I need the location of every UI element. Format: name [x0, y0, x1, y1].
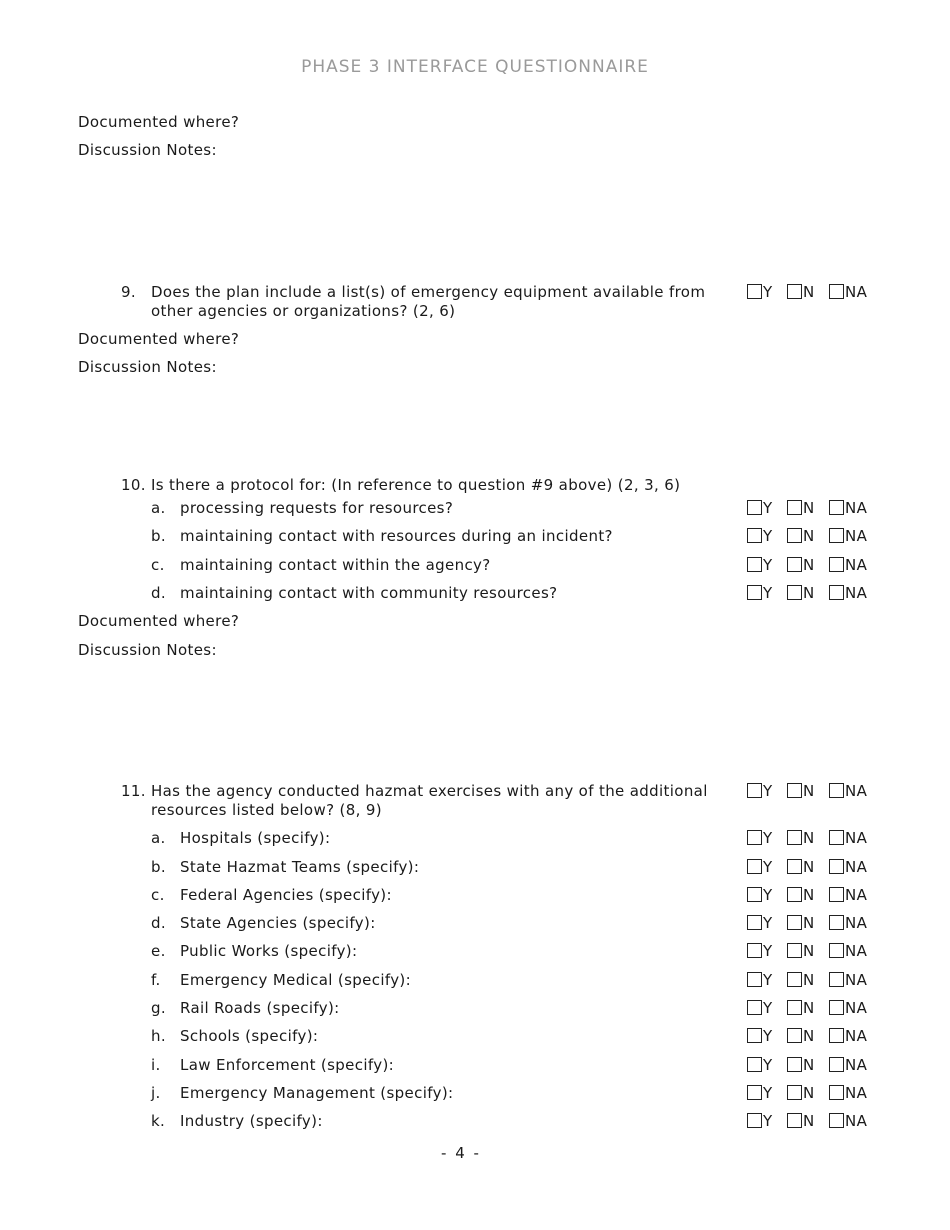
- no-checkbox-label: N: [803, 1056, 815, 1074]
- question-11-item-letter: f.: [151, 971, 161, 989]
- question-11-number: 11.: [121, 782, 146, 800]
- no-checkbox-label: N: [803, 556, 815, 574]
- question-11-item-text: State Hazmat Teams (specify):: [180, 858, 420, 876]
- question-10-item-text: maintaining contact within the agency?: [180, 556, 491, 574]
- no-checkbox[interactable]: [787, 1057, 802, 1072]
- no-checkbox[interactable]: [787, 972, 802, 987]
- yes-checkbox-label: Y: [763, 1027, 773, 1045]
- question-11-item-text: Rail Roads (specify):: [180, 999, 340, 1017]
- question-9-number: 9.: [121, 283, 137, 301]
- question-10-text: Is there a protocol for: (In reference to question #9 above) (2, 3, 6): [151, 476, 681, 494]
- na-checkbox-label: NA: [845, 283, 868, 301]
- yes-checkbox[interactable]: [747, 887, 762, 902]
- question-11-item-letter: d.: [151, 914, 166, 932]
- yes-checkbox-label: Y: [763, 527, 773, 545]
- na-checkbox[interactable]: [829, 1028, 844, 1043]
- na-checkbox-label: NA: [845, 1056, 868, 1074]
- yes-checkbox[interactable]: [747, 972, 762, 987]
- question-10-item-letter: b.: [151, 527, 166, 545]
- no-checkbox-label: N: [803, 1112, 815, 1130]
- page-header-title: PHASE 3 INTERFACE QUESTIONNAIRE: [301, 57, 649, 77]
- yes-checkbox[interactable]: [747, 1085, 762, 1100]
- no-checkbox-label: N: [803, 1027, 815, 1045]
- yes-checkbox-label: Y: [763, 971, 773, 989]
- na-checkbox-label: NA: [845, 829, 868, 847]
- na-checkbox[interactable]: [829, 1113, 844, 1128]
- question-11-item-text: Emergency Medical (specify):: [180, 971, 412, 989]
- yes-checkbox[interactable]: [747, 585, 762, 600]
- yes-checkbox-label: Y: [763, 829, 773, 847]
- na-checkbox-label: NA: [845, 886, 868, 904]
- question-11-item-text: Federal Agencies (specify):: [180, 886, 392, 904]
- no-checkbox[interactable]: [787, 284, 802, 299]
- no-checkbox[interactable]: [787, 500, 802, 515]
- question-11-text-line1: Has the agency conducted hazmat exercises with any of the additional: [151, 782, 708, 800]
- no-checkbox[interactable]: [787, 943, 802, 958]
- yes-checkbox[interactable]: [747, 1028, 762, 1043]
- question-11-item-text: Industry (specify):: [180, 1112, 323, 1130]
- yes-checkbox-label: Y: [763, 1112, 773, 1130]
- yes-checkbox[interactable]: [747, 783, 762, 798]
- question-11-item-letter: c.: [151, 886, 165, 904]
- question-11-item-letter: h.: [151, 1027, 166, 1045]
- na-checkbox[interactable]: [829, 1085, 844, 1100]
- question-11-item-text: Public Works (specify):: [180, 942, 358, 960]
- question-9-text-line2: other agencies or organizations? (2, 6): [151, 302, 456, 320]
- discussion-notes-label: Discussion Notes:: [78, 641, 217, 659]
- no-checkbox[interactable]: [787, 830, 802, 845]
- na-checkbox[interactable]: [829, 830, 844, 845]
- yes-checkbox-label: Y: [763, 584, 773, 602]
- question-11-item-letter: k.: [151, 1112, 166, 1130]
- no-checkbox-label: N: [803, 584, 815, 602]
- no-checkbox-label: N: [803, 886, 815, 904]
- question-11-text-line2: resources listed below? (8, 9): [151, 801, 382, 819]
- question-10-number: 10.: [121, 476, 146, 494]
- no-checkbox[interactable]: [787, 1113, 802, 1128]
- question-11-item-text: Law Enforcement (specify):: [180, 1056, 395, 1074]
- yes-checkbox-label: Y: [763, 858, 773, 876]
- no-checkbox[interactable]: [787, 1085, 802, 1100]
- yes-checkbox-label: Y: [763, 914, 773, 932]
- no-checkbox[interactable]: [787, 783, 802, 798]
- question-9-text-line1: Does the plan include a list(s) of emergency equipment available from: [151, 283, 706, 301]
- yes-checkbox[interactable]: [747, 500, 762, 515]
- na-checkbox-label: NA: [845, 584, 868, 602]
- na-checkbox[interactable]: [829, 943, 844, 958]
- na-checkbox[interactable]: [829, 557, 844, 572]
- question-10-item-letter: c.: [151, 556, 165, 574]
- question-10-item-text: maintaining contact with resources during an incident?: [180, 527, 613, 545]
- na-checkbox[interactable]: [829, 972, 844, 987]
- yes-checkbox-label: Y: [763, 556, 773, 574]
- yes-checkbox-label: Y: [763, 886, 773, 904]
- na-checkbox[interactable]: [829, 1000, 844, 1015]
- na-checkbox[interactable]: [829, 284, 844, 299]
- na-checkbox-label: NA: [845, 499, 868, 517]
- yes-checkbox-label: Y: [763, 1056, 773, 1074]
- no-checkbox[interactable]: [787, 915, 802, 930]
- no-checkbox-label: N: [803, 971, 815, 989]
- yes-checkbox[interactable]: [747, 915, 762, 930]
- na-checkbox-label: NA: [845, 1112, 868, 1130]
- no-checkbox-label: N: [803, 782, 815, 800]
- yes-checkbox[interactable]: [747, 943, 762, 958]
- na-checkbox-label: NA: [845, 914, 868, 932]
- yes-checkbox-label: Y: [763, 942, 773, 960]
- no-checkbox[interactable]: [787, 859, 802, 874]
- na-checkbox[interactable]: [829, 915, 844, 930]
- na-checkbox-label: NA: [845, 556, 868, 574]
- yes-checkbox[interactable]: [747, 1113, 762, 1128]
- question-11-item-letter: e.: [151, 942, 166, 960]
- question-10-item-text: maintaining contact with community resources?: [180, 584, 558, 602]
- na-checkbox[interactable]: [829, 500, 844, 515]
- question-11-item-letter: j.: [151, 1084, 161, 1102]
- no-checkbox-label: N: [803, 999, 815, 1017]
- yes-checkbox[interactable]: [747, 284, 762, 299]
- na-checkbox-label: NA: [845, 971, 868, 989]
- question-11-item-text: State Agencies (specify):: [180, 914, 376, 932]
- yes-checkbox-label: Y: [763, 999, 773, 1017]
- no-checkbox[interactable]: [787, 1000, 802, 1015]
- na-checkbox[interactable]: [829, 859, 844, 874]
- no-checkbox-label: N: [803, 914, 815, 932]
- na-checkbox[interactable]: [829, 887, 844, 902]
- na-checkbox[interactable]: [829, 783, 844, 798]
- no-checkbox-label: N: [803, 1084, 815, 1102]
- yes-checkbox-label: Y: [763, 782, 773, 800]
- question-10-item-letter: d.: [151, 584, 166, 602]
- yes-checkbox[interactable]: [747, 859, 762, 874]
- no-checkbox[interactable]: [787, 887, 802, 902]
- yes-checkbox[interactable]: [747, 1000, 762, 1015]
- no-checkbox-label: N: [803, 283, 815, 301]
- yes-checkbox-label: Y: [763, 283, 773, 301]
- na-checkbox-label: NA: [845, 999, 868, 1017]
- yes-checkbox[interactable]: [747, 830, 762, 845]
- discussion-notes-label: Discussion Notes:: [78, 141, 217, 159]
- documented-where-label: Documented where?: [78, 113, 240, 131]
- documented-where-label: Documented where?: [78, 612, 240, 630]
- na-checkbox[interactable]: [829, 1057, 844, 1072]
- yes-checkbox[interactable]: [747, 528, 762, 543]
- no-checkbox-label: N: [803, 829, 815, 847]
- na-checkbox[interactable]: [829, 585, 844, 600]
- na-checkbox-label: NA: [845, 942, 868, 960]
- no-checkbox[interactable]: [787, 1028, 802, 1043]
- no-checkbox[interactable]: [787, 528, 802, 543]
- na-checkbox-label: NA: [845, 858, 868, 876]
- question-10-item-text: processing requests for resources?: [180, 499, 454, 517]
- na-checkbox-label: NA: [845, 527, 868, 545]
- yes-checkbox-label: Y: [763, 499, 773, 517]
- question-11-item-letter: g.: [151, 999, 166, 1017]
- discussion-notes-label: Discussion Notes:: [78, 358, 217, 376]
- yes-checkbox[interactable]: [747, 1057, 762, 1072]
- question-11-item-text: Emergency Management (specify):: [180, 1084, 454, 1102]
- no-checkbox-label: N: [803, 499, 815, 517]
- question-11-item-text: Hospitals (specify):: [180, 829, 331, 847]
- question-11-item-letter: i.: [151, 1056, 161, 1074]
- na-checkbox-label: NA: [845, 782, 868, 800]
- no-checkbox-label: N: [803, 942, 815, 960]
- no-checkbox-label: N: [803, 858, 815, 876]
- no-checkbox-label: N: [803, 527, 815, 545]
- na-checkbox-label: NA: [845, 1027, 868, 1045]
- page-number: - 4 -: [441, 1144, 481, 1162]
- no-checkbox[interactable]: [787, 585, 802, 600]
- question-11-item-letter: b.: [151, 858, 166, 876]
- na-checkbox[interactable]: [829, 528, 844, 543]
- yes-checkbox-label: Y: [763, 1084, 773, 1102]
- question-11-item-letter: a.: [151, 829, 166, 847]
- yes-checkbox[interactable]: [747, 557, 762, 572]
- question-11-item-text: Schools (specify):: [180, 1027, 319, 1045]
- question-10-item-letter: a.: [151, 499, 166, 517]
- documented-where-label: Documented where?: [78, 330, 240, 348]
- no-checkbox[interactable]: [787, 557, 802, 572]
- na-checkbox-label: NA: [845, 1084, 868, 1102]
